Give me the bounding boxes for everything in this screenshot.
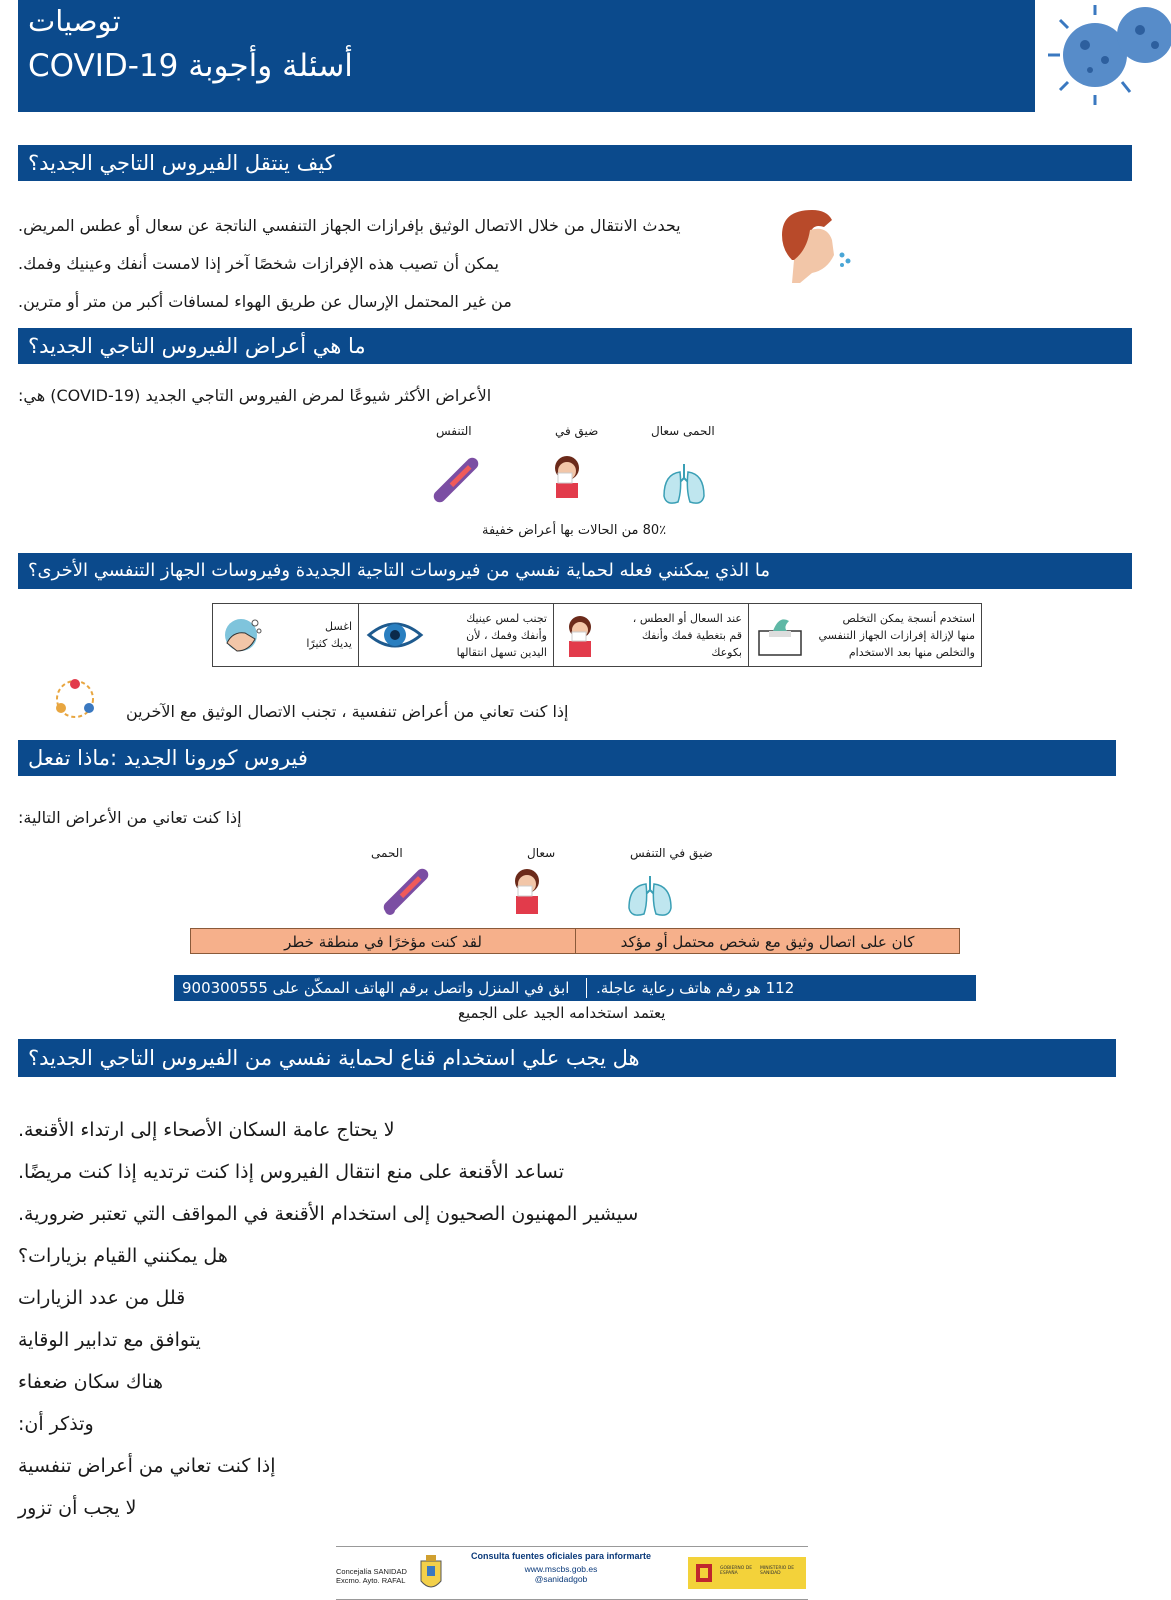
org-line-2: Excmo. Ayto. RAFAL [336, 1576, 406, 1585]
label-breathing: التنفس [436, 424, 472, 438]
tip-avoid-touch [359, 604, 554, 666]
virus-icon [1040, 0, 1171, 110]
tip-tissues [749, 604, 981, 666]
visits-line: يتوافق مع تدابير الوقاية [18, 1329, 201, 1351]
label-fever-cough: الحمى سعال [651, 424, 715, 438]
org-name [336, 1567, 407, 1585]
mild-cases-note: 80٪ من الحالات بها أعراض خفيفة [482, 523, 667, 538]
lungs-icon [625, 872, 677, 922]
thermometer-icon [382, 866, 442, 918]
person-sneezing-icon [502, 866, 550, 914]
label-cough: سعال [527, 846, 556, 860]
mask-line: تساعد الأقنعة على منع انتقال الفيروس إذا كنت ترتديه إذا كنت مريضًا. [18, 1161, 564, 1183]
urgent-care-number: 112 هو رقم هاتف رعاية عاجلة. [596, 979, 795, 997]
label-short-breath: ضيق في التنفس [630, 846, 713, 860]
symptoms-intro: الأعراض الأكثر شيوعًا لمرض الفيروس التاجي الجديد (COVID-19) هي: [18, 386, 492, 405]
tip-cover-cough [554, 604, 749, 666]
consult-text: Consulta fuentes oficiales para informarte [470, 1551, 652, 1561]
label-fever: الحمى [371, 846, 403, 860]
title-line-1: توصيات [28, 4, 121, 38]
visits-line: قلل من عدد الزيارات [18, 1287, 186, 1309]
phone-info-bar [174, 975, 976, 1001]
person-sneezing-icon [544, 453, 589, 498]
visits-line: هناك سكان ضعفاء [18, 1371, 164, 1393]
visits-question: هل يمكنني القيام بزيارات؟ [18, 1245, 228, 1267]
section-heading-masks: هل يجب علي استخدام قناع لحماية نفسي من الفيروس التاجي الجديد؟ [18, 1039, 1116, 1077]
stay-home-call: ابق في المنزل واتصل برقم الهاتف الممكّن على 900300555 [182, 979, 570, 997]
label-shortness: ضيق في [555, 424, 599, 438]
remember-line: لا يجب أن تزور [18, 1497, 137, 1519]
twitter-handle[interactable]: @sanidadgob [534, 1574, 588, 1584]
tip-text: استخدم أنسجة يمكن التخلص منها لإزالة إفرازات الجهاز التنفسي والتخلص منها بعد الاستخدام [818, 611, 975, 659]
condition-close-contact: كان على اتصال وثيق مع شخص محتمل أو مؤكد [575, 928, 960, 954]
good-use-note: يعتمد استخدامه الجيد على الجميع [458, 1004, 666, 1022]
transmission-line-1: يحدث الانتقال من خلال الاتصال الوثيق بإفرازات الجهاز التنفسي الناتجة عن سعال أو عطس المريض. [18, 216, 681, 235]
town-crest-icon [418, 1553, 444, 1595]
what-to-do-intro: إذا كنت تعاني من الأعراض التالية: [18, 808, 242, 827]
cough-into-elbow-icon [560, 613, 600, 657]
tip-text: اغسل يديك كثيرًا [306, 620, 352, 650]
gov-text: GOBIERNO DE ESPAÑA [720, 1566, 753, 1576]
title-banner [18, 0, 1035, 112]
eye-icon [365, 613, 425, 657]
social-distance-icon [52, 676, 98, 722]
remember-line: وتذكر أن: [18, 1413, 94, 1435]
lungs-icon [660, 460, 710, 508]
tissue-box-icon [755, 613, 805, 657]
prevention-tips-table [212, 603, 982, 667]
website-link[interactable]: www.mscbs.gob.es [524, 1564, 598, 1574]
mask-line: لا يحتاج عامة السكان الأصحاء إلى ارتداء الأقنعة. [18, 1119, 395, 1141]
divider [586, 978, 587, 998]
condition-risk-area: لقد كنت مؤخرًا في منطقة خطر [190, 928, 576, 954]
footer-banner [336, 1546, 808, 1600]
sneezing-person-icon [772, 205, 852, 285]
transmission-line-3: من غير المحتمل الإرسال عن طريق الهواء لمسافات أكبر من متر أو مترين. [18, 292, 512, 311]
section-heading-protection: ما الذي يمكنني فعله لحماية نفسي من فيروسات التاجية الجديدة وفيروسات الجهاز التنفسي الأخرى؟ [18, 553, 1132, 589]
tip-text: تجنب لمس عينيك وأنفك وفمك ، لأن اليدين تسهل انتقالها [456, 611, 547, 659]
section-heading-transmission: كيف ينتقل الفيروس التاجي الجديد؟ [18, 145, 1132, 181]
transmission-line-2: يمكن أن تصيب هذه الإفرازات شخصًا آخر إذا لامست أنفك وعينيك وفمك. [18, 254, 499, 273]
hand-washing-icon [219, 613, 263, 657]
title-line-2: COVID-19 أسئلة وأجوبة [28, 48, 353, 84]
section-heading-symptoms: ما هي أعراض الفيروس التاجي الجديد؟ [18, 328, 1132, 364]
section-heading-what-to-do: فيروس كورونا الجديد :ماذا تفعل [18, 740, 1116, 776]
tip-text: عند السعال أو العطس ، قم بتغطية فمك وأنفك بكوعك [632, 611, 742, 659]
ministry-text: MINISTERIO DE SANIDAD [760, 1566, 795, 1576]
remember-line: إذا كنت تعاني من أعراض تنفسية [18, 1455, 276, 1477]
mask-line: سيشير المهنيون الصحيون إلى استخدام الأقنعة في المواقف التي تعتبر ضرورية. [18, 1203, 639, 1225]
government-logo [688, 1557, 806, 1589]
org-line-1: Concejalía SANIDAD [336, 1567, 407, 1576]
spain-coat-of-arms-icon [692, 1560, 716, 1586]
tip-wash-hands [213, 604, 359, 666]
avoid-contact-note: إذا كنت تعاني من أعراض تنفسية ، تجنب الاتصال الوثيق مع الآخرين [126, 702, 569, 721]
thermometer-icon [432, 455, 492, 505]
consult-block [466, 1551, 656, 1584]
